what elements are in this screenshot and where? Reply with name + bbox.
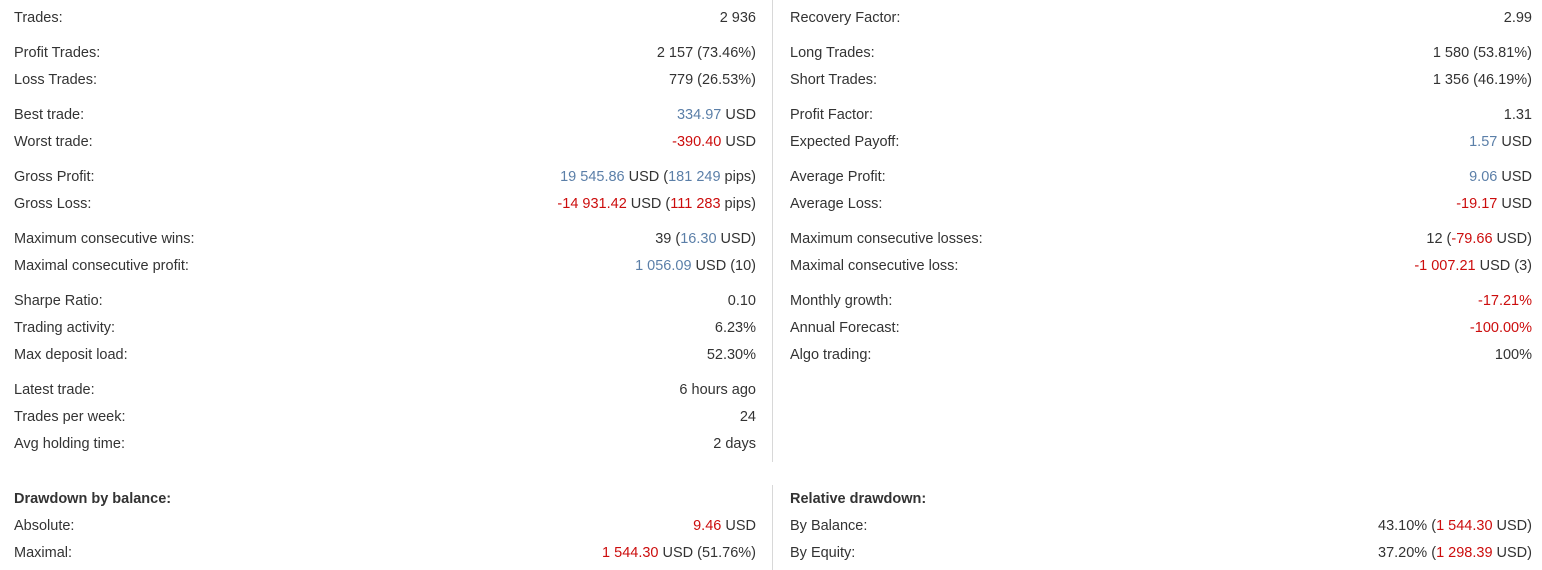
- stat-value: [1469, 164, 1532, 191]
- stat-row: [0, 342, 772, 369]
- stat-row: [0, 191, 772, 218]
- stat-value: [1478, 288, 1532, 315]
- stat-value: [1495, 342, 1532, 369]
- stat-value-part: USD (10): [691, 258, 756, 274]
- stat-group: [0, 102, 772, 156]
- stat-label: Trades:: [14, 10, 63, 26]
- stat-group: [0, 288, 772, 369]
- stat-value-part: USD (: [624, 169, 669, 185]
- stat-value-part: 2 936: [719, 10, 756, 26]
- stat-label: Max deposit load:: [14, 347, 128, 363]
- stat-group: [0, 164, 772, 218]
- stat-row: [0, 513, 772, 540]
- stat-value-part: -19.17: [1456, 196, 1498, 212]
- stat-value-part: 1 298.39: [1436, 545, 1493, 561]
- stat-value-part: USD (: [626, 196, 671, 212]
- stat-value: [713, 431, 756, 458]
- stat-row: [772, 129, 1542, 156]
- stat-row: [0, 164, 772, 191]
- stat-value: [707, 342, 756, 369]
- relative-drawdown-block: [772, 485, 1542, 567]
- stat-row: [0, 226, 772, 253]
- stat-value-part: 39 (: [655, 231, 681, 247]
- stat-label: Algo trading:: [790, 347, 872, 363]
- stat-value-part: 1 356 (46.19%): [1432, 72, 1532, 88]
- stat-row: [0, 540, 772, 567]
- stat-value-part: 2.99: [1503, 10, 1532, 26]
- stat-row: [0, 129, 772, 156]
- stat-value-part: 9.06: [1469, 169, 1498, 185]
- stat-row: [772, 102, 1542, 129]
- stat-value: [1378, 513, 1532, 540]
- stat-value-part: 37.20% (: [1378, 545, 1437, 561]
- stat-value: [1504, 5, 1532, 32]
- stat-value-part: 6.23%: [714, 320, 756, 336]
- stat-label: Maximal consecutive loss:: [790, 258, 959, 274]
- stat-value-part: -79.66: [1451, 231, 1493, 247]
- drawdown-by-balance-block: [0, 485, 772, 567]
- stat-value-part: 181 249: [668, 169, 721, 185]
- drawdown-by-balance-rows: [0, 513, 772, 567]
- stat-value-part: 12 (: [1426, 231, 1452, 247]
- stat-row: [0, 288, 772, 315]
- stat-label: Average Profit:: [790, 169, 886, 185]
- stat-row: [772, 5, 1542, 32]
- stat-value-part: -17.21%: [1477, 293, 1532, 309]
- stat-value-part: 24: [739, 409, 756, 425]
- stat-value: [557, 191, 756, 218]
- stat-value: [1433, 40, 1532, 67]
- stat-label: Best trade:: [14, 107, 85, 123]
- stat-value-part: -1 007.21: [1414, 258, 1476, 274]
- stat-value: [715, 315, 756, 342]
- stat-value: [669, 67, 756, 94]
- stat-group: [0, 226, 772, 280]
- stat-row: [772, 513, 1542, 540]
- stat-label: Loss Trades:: [14, 72, 98, 88]
- stat-value-part: pips): [720, 196, 756, 212]
- stat-row: [772, 540, 1542, 567]
- stat-label: Gross Loss:: [14, 196, 92, 212]
- stat-label: Maximal:: [14, 545, 73, 561]
- stat-value: [720, 5, 756, 32]
- stat-value-part: USD): [1492, 231, 1532, 247]
- stat-value-part: 1 056.09: [635, 258, 692, 274]
- stat-value: [1470, 315, 1532, 342]
- stat-value-part: 334.97: [676, 107, 722, 123]
- stat-value-part: USD: [1497, 169, 1532, 185]
- stat-value: [693, 513, 756, 540]
- stat-label: Recovery Factor:: [790, 10, 901, 26]
- stat-label: Maximum consecutive losses:: [790, 231, 983, 247]
- stat-label: Absolute:: [14, 518, 75, 534]
- stat-value: [560, 164, 756, 191]
- stat-value-part: 1 544.30: [1436, 518, 1493, 534]
- stat-value: [635, 253, 756, 280]
- stat-value-part: 2 days: [713, 436, 756, 452]
- stat-value-part: 9.46: [693, 518, 722, 534]
- stat-row: [772, 253, 1542, 280]
- stat-value: [679, 377, 756, 404]
- stat-group: [772, 102, 1542, 156]
- stat-label: Average Loss:: [790, 196, 883, 212]
- stat-label: Expected Payoff:: [790, 134, 900, 150]
- stat-value: [672, 129, 756, 156]
- stat-row: [0, 102, 772, 129]
- stat-value: [728, 288, 756, 315]
- stat-value-part: USD: [1497, 134, 1532, 150]
- stat-value: [1469, 129, 1532, 156]
- stat-label: Profit Trades:: [14, 45, 101, 61]
- stat-value: [655, 226, 756, 253]
- stat-value-part: USD): [1492, 545, 1532, 561]
- stat-label: Annual Forecast:: [790, 320, 900, 336]
- stat-row: [772, 226, 1542, 253]
- stat-value-part: 0.10: [727, 293, 756, 309]
- stat-row: [772, 67, 1542, 94]
- stat-value-part: pips): [720, 169, 756, 185]
- stat-label: Sharpe Ratio:: [14, 293, 103, 309]
- stat-value-part: -390.40: [672, 134, 722, 150]
- stat-value-part: 1 544.30: [602, 545, 659, 561]
- stat-value: [1414, 253, 1532, 280]
- stat-row: [0, 5, 772, 32]
- left-main-stats: [0, 5, 772, 458]
- stat-row: [772, 288, 1542, 315]
- stat-label: Monthly growth:: [790, 293, 893, 309]
- stat-value-part: 2 157 (73.46%): [656, 45, 756, 61]
- stat-value-part: 1 580 (53.81%): [1432, 45, 1532, 61]
- stat-row: [0, 431, 772, 458]
- stat-value-part: USD): [1492, 518, 1532, 534]
- stat-value-part: USD: [721, 134, 756, 150]
- stat-row: [0, 253, 772, 280]
- right-main-stats: [772, 5, 1542, 369]
- stat-value-part: USD (51.76%): [658, 545, 756, 561]
- stat-value-part: 779 (26.53%): [668, 72, 756, 88]
- stat-label: Gross Profit:: [14, 169, 95, 185]
- stat-value-part: 111 283: [670, 196, 721, 212]
- stat-label: Long Trades:: [790, 45, 875, 61]
- stat-group: [772, 40, 1542, 94]
- stat-value: [677, 102, 756, 129]
- stat-value: [1426, 226, 1532, 253]
- stat-group: [772, 164, 1542, 218]
- stat-value-part: USD (3): [1475, 258, 1532, 274]
- stat-value-part: -14 931.42: [557, 196, 627, 212]
- stat-value-part: 16.30: [680, 231, 717, 247]
- stat-row: [772, 315, 1542, 342]
- stat-row: [0, 40, 772, 67]
- stat-label: Trades per week:: [14, 409, 126, 425]
- stat-value-part: USD: [721, 107, 756, 123]
- stat-value-part: -100.00%: [1469, 320, 1532, 336]
- stat-value: [1456, 191, 1532, 218]
- relative-drawdown-title: Relative drawdown:: [790, 491, 927, 507]
- stat-label: Avg holding time:: [14, 436, 125, 452]
- stat-label: Short Trades:: [790, 72, 878, 88]
- drawdown-by-balance-title: Drawdown by balance:: [14, 491, 172, 507]
- stat-value-part: 100%: [1494, 347, 1532, 363]
- stat-value-part: 52.30%: [706, 347, 756, 363]
- stat-value-part: USD: [721, 518, 756, 534]
- stat-group: [772, 5, 1542, 32]
- stat-value-part: 6 hours ago: [679, 382, 756, 398]
- stat-value: [657, 40, 756, 67]
- stat-group: [772, 288, 1542, 369]
- stat-row: [0, 67, 772, 94]
- stat-label: By Equity:: [790, 545, 856, 561]
- relative-drawdown-rows: [772, 513, 1542, 567]
- stat-label: Profit Factor:: [790, 107, 873, 123]
- stat-group: [0, 5, 772, 32]
- stat-value-part: 1.31: [1503, 107, 1532, 123]
- stat-group: [0, 40, 772, 94]
- stat-row: [0, 315, 772, 342]
- stat-label: By Balance:: [790, 518, 868, 534]
- stat-label: Latest trade:: [14, 382, 95, 398]
- stat-group: [772, 226, 1542, 280]
- stat-value-part: 19 545.86: [560, 169, 625, 185]
- stat-row: [0, 377, 772, 404]
- stat-value-part: 1.57: [1469, 134, 1498, 150]
- stat-row: [772, 40, 1542, 67]
- stat-row: [772, 342, 1542, 369]
- stat-label: Maximum consecutive wins:: [14, 231, 195, 247]
- stat-label: Trading activity:: [14, 320, 115, 336]
- stat-value: [1504, 102, 1532, 129]
- stat-label: Worst trade:: [14, 134, 93, 150]
- stat-value: [1433, 67, 1532, 94]
- stat-value-part: 43.10% (: [1378, 518, 1437, 534]
- stat-value-part: USD): [716, 231, 756, 247]
- stat-value: [740, 404, 756, 431]
- stat-value: [602, 540, 756, 567]
- stat-label: Maximal consecutive profit:: [14, 258, 189, 274]
- stat-value-part: USD: [1497, 196, 1532, 212]
- stat-value: [1378, 540, 1532, 567]
- stat-group: [0, 377, 772, 458]
- stat-row: [0, 404, 772, 431]
- stat-row: [772, 191, 1542, 218]
- stat-row: [772, 164, 1542, 191]
